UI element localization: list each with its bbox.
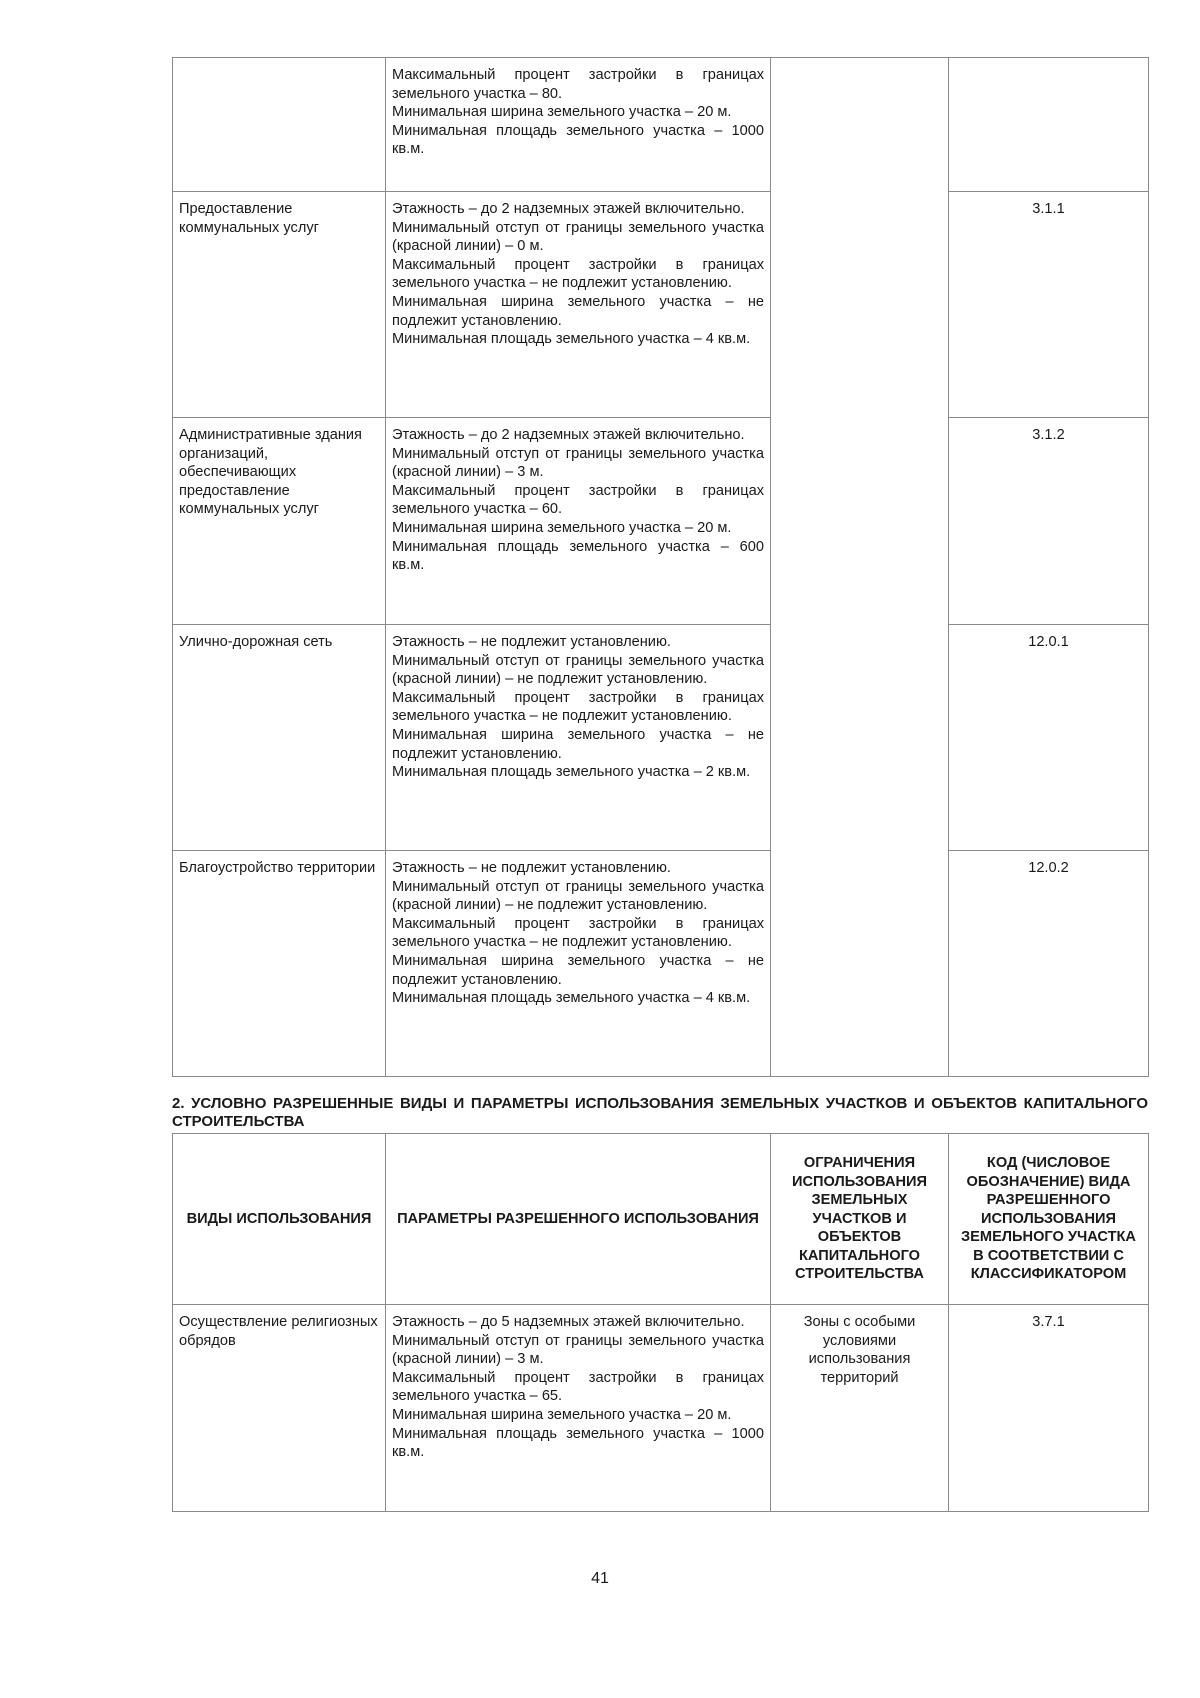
use-cell: Благоустройство территории <box>173 851 386 1077</box>
use-cell: Предоставление коммунальных услуг <box>173 192 386 418</box>
param-line: Минимальный отступ от границы земельного участка (красной линии) – не подлежит установлению. <box>392 878 764 914</box>
param-line: Минимальная площадь земельного участка – 2 кв.м. <box>392 764 751 781</box>
table-row <box>173 58 1149 192</box>
section-title: 2. УСЛОВНО РАЗРЕШЕННЫЕ ВИДЫ И ПАРАМЕТРЫ ИСПОЛЬЗОВАНИЯ ЗЕМЕЛЬНЫХ УЧАСТКОВ И ОБЪЕКТОВ КАПИТАЛЬНОГО СТРОИТЕЛЬСТВА <box>172 1095 1148 1130</box>
code-cell <box>949 58 1149 192</box>
params-cell <box>386 418 771 625</box>
param-line: Минимальная площадь земельного участка – 600 кв.м. <box>392 538 764 574</box>
use-cell <box>173 58 386 192</box>
param-line: Минимальная ширина земельного участка – 20 м. <box>392 104 732 121</box>
code-cell: 3.7.1 <box>949 1305 1149 1512</box>
param-line: Минимальная площадь земельного участка – 4 кв.м. <box>392 331 751 348</box>
param-line: Минимальная ширина земельного участка – 20 м. <box>392 519 732 536</box>
header-code: КОД (ЧИСЛОВОЕ ОБОЗНАЧЕНИЕ) ВИДА РАЗРЕШЕННОГО ИСПОЛЬЗОВАНИЯ ЗЕМЕЛЬНОГО УЧАСТКА В СООТВЕТСТВИИ С КЛАССИФИКАТОРОМ <box>949 1134 1149 1305</box>
table-row <box>173 851 1149 1077</box>
param-line: Минимальная ширина земельного участка – 20 м. <box>392 1406 732 1423</box>
param-line: Этажность – до 2 надземных этажей включительно. <box>392 427 745 443</box>
param-line: Этажность – до 5 надземных этажей включительно. <box>392 1314 745 1330</box>
param-line: Минимальная площадь земельного участка – 4 кв.м. <box>392 990 751 1007</box>
param-line: Максимальный процент застройки в границах земельного участка – не подлежит установлению. <box>392 689 764 725</box>
code-cell: 3.1.1 <box>949 192 1149 418</box>
header-restrictions: ОГРАНИЧЕНИЯ ИСПОЛЬЗОВАНИЯ ЗЕМЕЛЬНЫХ УЧАСТКОВ И ОБЪЕКТОВ КАПИТАЛЬНОГО СТРОИТЕЛЬСТВА <box>771 1134 949 1305</box>
page-number: 41 <box>591 1570 609 1587</box>
param-line: Минимальный отступ от границы земельного участка (красной линии) – 0 м. <box>392 219 764 255</box>
header-use: ВИДЫ ИСПОЛЬЗОВАНИЯ <box>173 1134 386 1305</box>
header-params: ПАРАМЕТРЫ РАЗРЕШЕННОГО ИСПОЛЬЗОВАНИЯ <box>386 1134 771 1305</box>
table-row <box>173 1305 1149 1512</box>
param-line: Минимальный отступ от границы земельного участка (красной линии) – не подлежит установлению. <box>392 652 764 688</box>
code-cell: 3.1.2 <box>949 418 1149 625</box>
params-cell <box>386 625 771 851</box>
param-line: Этажность – не подлежит установлению. <box>392 860 671 876</box>
table-row <box>173 192 1149 418</box>
param-line: Этажность – до 2 надземных этажей включительно. <box>392 201 745 217</box>
param-line: Минимальная площадь земельного участка – 1000 кв.м. <box>392 1425 764 1461</box>
param-line: Максимальный процент застройки в границах земельного участка – 60. <box>392 482 764 518</box>
param-line: Минимальный отступ от границы земельного участка (красной линии) – 3 м. <box>392 445 764 481</box>
restrictions-cell: Зоны с особыми условиями использования территорий <box>771 1305 949 1512</box>
table-row <box>173 625 1149 851</box>
use-cell: Улично-дорожная сеть <box>173 625 386 851</box>
use-cell: Административные здания организаций, обеспечивающих предоставление коммунальных услуг <box>173 418 386 625</box>
params-cell <box>386 1305 771 1512</box>
param-line: Минимальная ширина земельного участка – не подлежит установлению. <box>392 952 764 988</box>
param-line: Минимальная ширина земельного участка – не подлежит установлению. <box>392 726 764 762</box>
param-line: Минимальный отступ от границы земельного участка (красной линии) – 3 м. <box>392 1332 764 1368</box>
params-cell <box>386 851 771 1077</box>
permitted-uses-table-continued <box>172 57 1149 1077</box>
use-cell: Осуществление религиозных обрядов <box>173 1305 386 1512</box>
param-line: Максимальный процент застройки в границах земельного участка – 65. <box>392 1369 764 1405</box>
table-header-row <box>173 1134 1149 1305</box>
restrictions-cell <box>771 58 949 1077</box>
params-cell <box>386 58 771 192</box>
param-line: Максимальный процент застройки в границах земельного участка – не подлежит установлению. <box>392 256 764 292</box>
param-line: Минимальная ширина земельного участка – не подлежит установлению. <box>392 293 764 329</box>
param-line: Минимальная площадь земельного участка – 1000 кв.м. <box>392 122 764 158</box>
code-cell: 12.0.1 <box>949 625 1149 851</box>
param-line: Максимальный процент застройки в границах земельного участка – 80. <box>392 67 764 102</box>
param-line: Максимальный процент застройки в границах земельного участка – не подлежит установлению. <box>392 915 764 951</box>
param-line: Этажность – не подлежит установлению. <box>392 634 671 650</box>
table-row <box>173 418 1149 625</box>
conditionally-permitted-uses-table <box>172 1133 1149 1512</box>
code-cell: 12.0.2 <box>949 851 1149 1077</box>
params-cell <box>386 192 771 418</box>
